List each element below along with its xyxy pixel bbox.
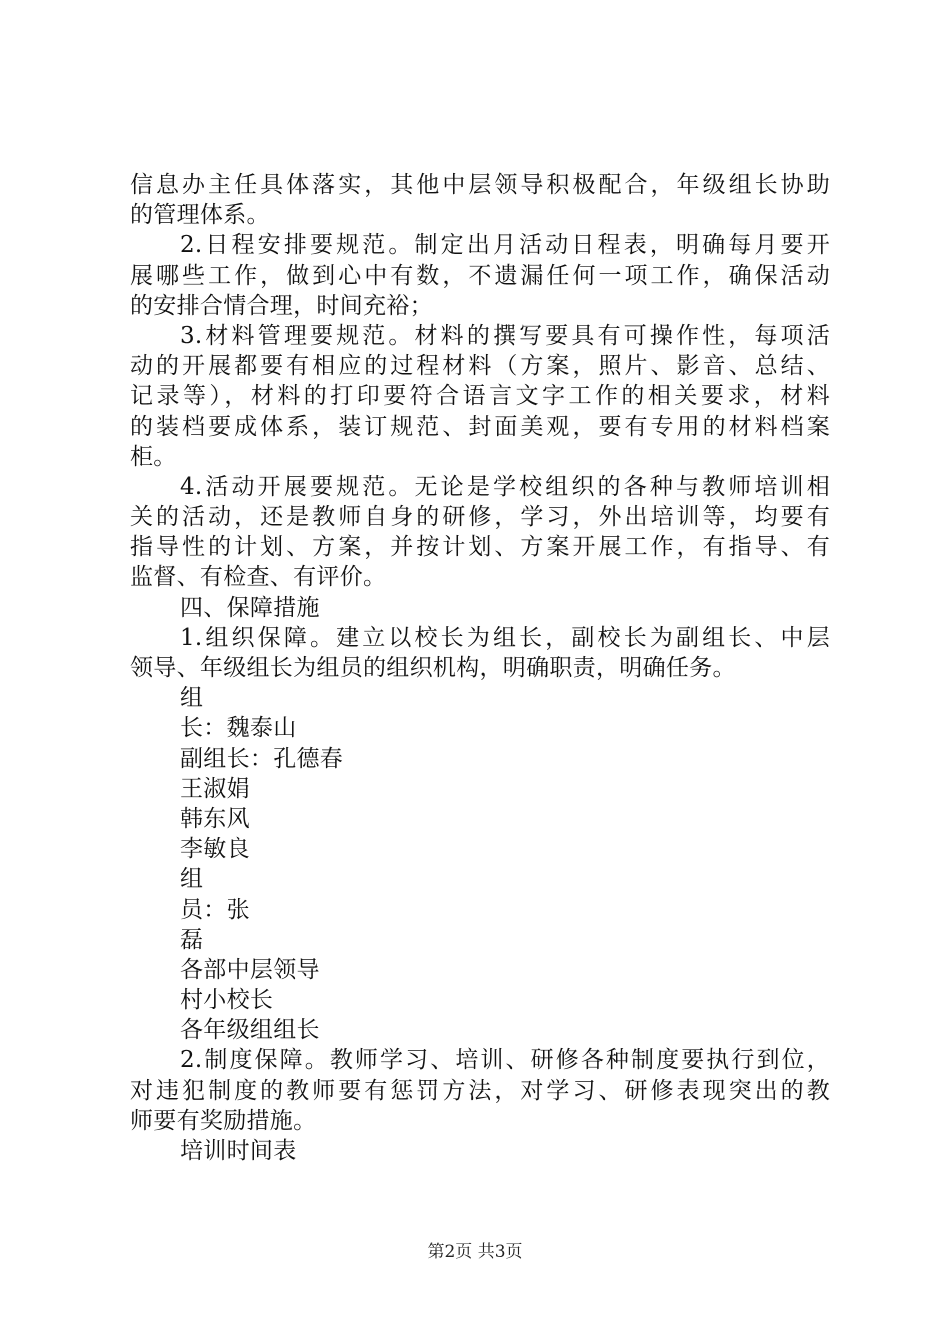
document-body bbox=[130, 170, 830, 1166]
text-line: 副组长：孔德春 bbox=[180, 745, 344, 772]
text-line: 员：张 bbox=[180, 896, 250, 923]
text-line: 信息办主任具体落实，其他中层领导积极配合，年级组长协助 bbox=[130, 172, 830, 198]
text-line: 李敏良 bbox=[180, 836, 250, 863]
text-line: 村小校长 bbox=[180, 987, 274, 1014]
text-line: 4.活动开展要规范。无论是学校组织的各种与教师培训相 bbox=[180, 473, 830, 500]
text-line: 王淑娟 bbox=[180, 775, 250, 802]
text-line: 监督、有检查、有评价。 bbox=[130, 564, 387, 591]
text-line: 领导、年级组长为组员的组织机构，明确职责，明确任务。 bbox=[130, 655, 736, 681]
text-line: 指导性的计划、方案，并按计划、方案开展工作，有指导、有 bbox=[130, 534, 830, 561]
text-line: 的装档要成体系，装订规范、封面美观，要有专用的材料档案 bbox=[130, 413, 830, 440]
text-line: 2.制度保障。教师学习、培训、研修各种制度要执行到位， bbox=[180, 1047, 830, 1074]
text-line: 动的开展都要有相应的过程材料（方案，照片、影音、总结、 bbox=[130, 353, 830, 380]
section-heading: 四、保障措施 bbox=[180, 594, 320, 621]
text-line: 3.材料管理要规范。材料的撰写要具有可操作性，每项活 bbox=[180, 322, 830, 349]
text-line: 组 bbox=[180, 866, 204, 893]
text-line: 各年级组组长 bbox=[180, 1017, 320, 1044]
text-line: 组 bbox=[180, 685, 204, 712]
text-line: 关的活动，还是教师自身的研修，学习，外出培训等，均要有 bbox=[130, 504, 830, 531]
text-line: 2.日程安排要规范。制定出月活动日程表，明确每月要开 bbox=[180, 232, 830, 259]
text-line: 各部中层领导 bbox=[180, 956, 320, 983]
text-line: 1.组织保障。建立以校长为组长，副校长为副组长、中层 bbox=[180, 624, 830, 651]
text-line: 记录等），材料的打印要符合语言文字工作的相关要求，材料 bbox=[130, 383, 830, 410]
text-line: 韩东风 bbox=[180, 805, 250, 832]
text-line: 长：魏泰山 bbox=[180, 715, 297, 742]
text-line: 培训时间表 bbox=[180, 1138, 297, 1164]
text-line: 的安排合情合理，时间充裕； bbox=[130, 292, 433, 319]
page-number-footer: 第2页 共3页 bbox=[427, 1242, 523, 1262]
text-line: 的管理体系。 bbox=[130, 202, 270, 229]
text-line: 柜。 bbox=[130, 443, 177, 470]
text-line: 展哪些工作，做到心中有数，不遗漏任何一项工作，确保活动 bbox=[130, 262, 830, 289]
text-line: 对违犯制度的教师要有惩罚方法，对学习、研修表现突出的教 bbox=[130, 1077, 830, 1104]
text-line: 师要有奖励措施。 bbox=[130, 1107, 317, 1134]
text-line: 磊 bbox=[180, 926, 204, 953]
